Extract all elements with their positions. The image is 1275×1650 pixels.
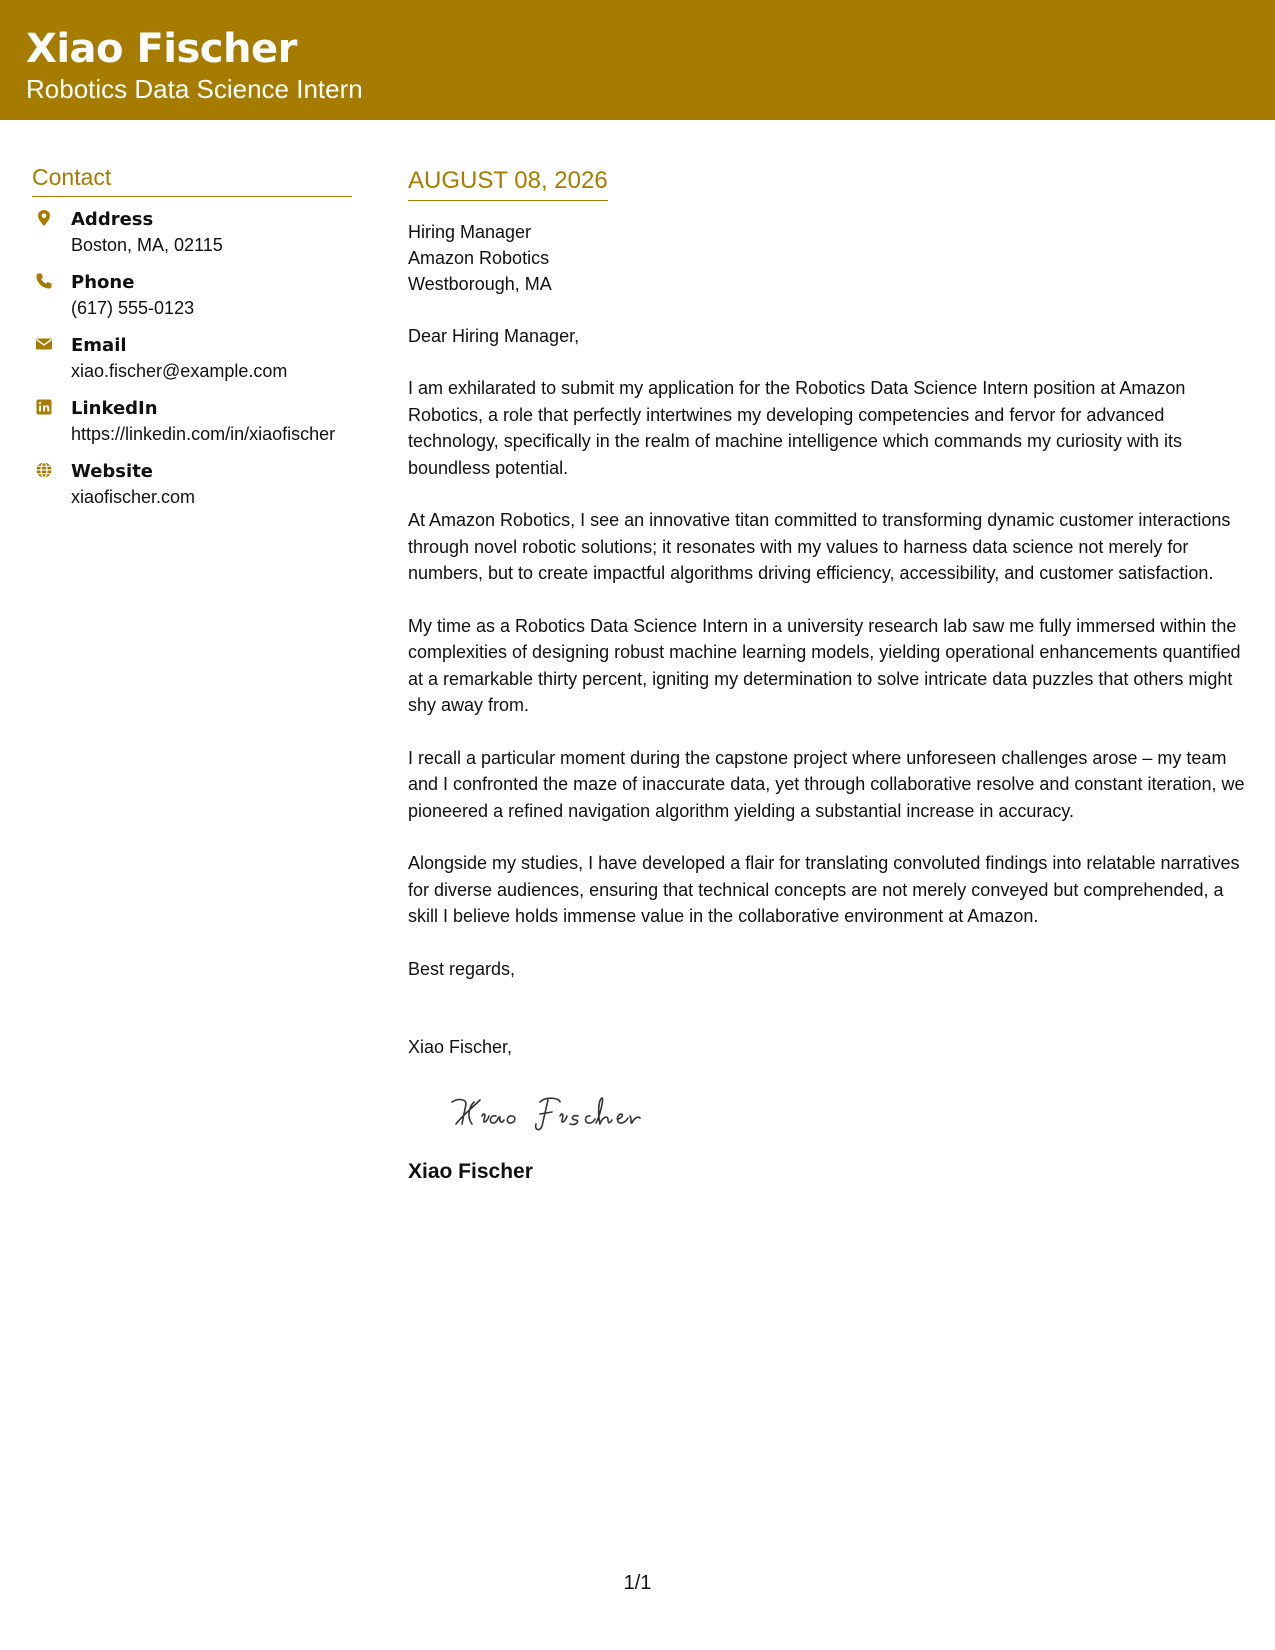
contact-linkedin bbox=[32, 396, 352, 447]
contact-value: (617) 555-0123 bbox=[71, 298, 195, 318]
letter-paragraph: I am exhilarated to submit my application for the Robotics Data Science Intern position at Amazon Robotics, a role that perfectly intertwines my developing competencies and fervor for advanced technology, specifically in the realm of machine intelligence which commands my curiosity with its boundless potential. bbox=[408, 378, 1186, 478]
contact-label: Website bbox=[71, 461, 154, 482]
applicant-title: Robotics Data Science Intern bbox=[26, 74, 363, 104]
contact-value: Boston, MA, 02115 bbox=[71, 235, 223, 255]
envelope-icon bbox=[35, 335, 53, 353]
contact-address bbox=[32, 207, 352, 258]
salutation: Dear Hiring Manager, bbox=[408, 326, 580, 346]
contact-email bbox=[32, 333, 352, 384]
contact-label: LinkedIn bbox=[71, 398, 158, 419]
page-number: 1/1 bbox=[623, 1572, 652, 1594]
letter-paragraph: At Amazon Robotics, I see an innovative titan committed to transforming dynamic customer interactions through novel robotic solutions; it resonates with my values to harness data science not merely for numbers, but to create impactful algorithms driving efficiency, accessibility, and customer satisfaction. bbox=[408, 510, 1231, 583]
signed-name: Xiao Fischer bbox=[408, 1159, 533, 1183]
contact-value: xiaofischer.com bbox=[71, 487, 196, 507]
contact-value: xiao.fischer@example.com bbox=[71, 361, 288, 381]
letter-body bbox=[408, 164, 1248, 1186]
applicant-name: Xiao Fischer bbox=[26, 26, 297, 72]
recipient-block bbox=[408, 219, 1248, 297]
contact-label: Email bbox=[71, 335, 127, 356]
letter-paragraph: I recall a particular moment during the capstone project where unforeseen challenges arose – my team and I confronted the maze of inaccurate data, yet through collaborative resolve and constant iteration, we pioneered a refined navigation algorithm yielding a substantial increase in accuracy. bbox=[408, 747, 1245, 821]
letter-paragraph: My time as a Robotics Data Science Intern in a university research lab saw me fully immersed within the complexities of designing robust machine learning models, yielding operational enhancements quantified at a remarkable thirty percent, igniting my determination to solve intricate data puzzles that others might shy away from. bbox=[408, 615, 1241, 715]
recipient-line: Amazon Robotics bbox=[408, 248, 550, 268]
recipient-line: Hiring Manager bbox=[408, 222, 532, 242]
linkedin-icon bbox=[35, 398, 53, 416]
contact-phone bbox=[32, 270, 352, 321]
recipient-line: Westborough, MA bbox=[408, 274, 552, 294]
contact-website bbox=[32, 459, 352, 510]
letter-paragraph: Alongside my studies, I have developed a flair for translating convoluted findings into relatable narratives for diverse audiences, ensuring that technical concepts are not merely conveyed but comprehended, a skill I believe holds immense value in the collaborative environment at Amazon. bbox=[408, 853, 1240, 926]
globe-icon bbox=[35, 461, 53, 479]
contact-heading: Contact bbox=[32, 160, 352, 197]
closing: Best regards, bbox=[408, 958, 516, 979]
phone-icon bbox=[35, 272, 53, 290]
contact-label: Phone bbox=[71, 272, 135, 293]
handwritten-signature bbox=[444, 1086, 644, 1136]
contact-value: https://linkedin.com/in/xiaofischer bbox=[71, 424, 336, 444]
letter-date: AUGUST 08, 2026 bbox=[408, 164, 608, 201]
sidebar bbox=[32, 160, 352, 522]
signer-line: Xiao Fischer, bbox=[408, 1036, 513, 1057]
header-banner bbox=[0, 0, 1275, 120]
contact-label: Address bbox=[71, 209, 154, 230]
map-pin-icon bbox=[35, 209, 53, 227]
